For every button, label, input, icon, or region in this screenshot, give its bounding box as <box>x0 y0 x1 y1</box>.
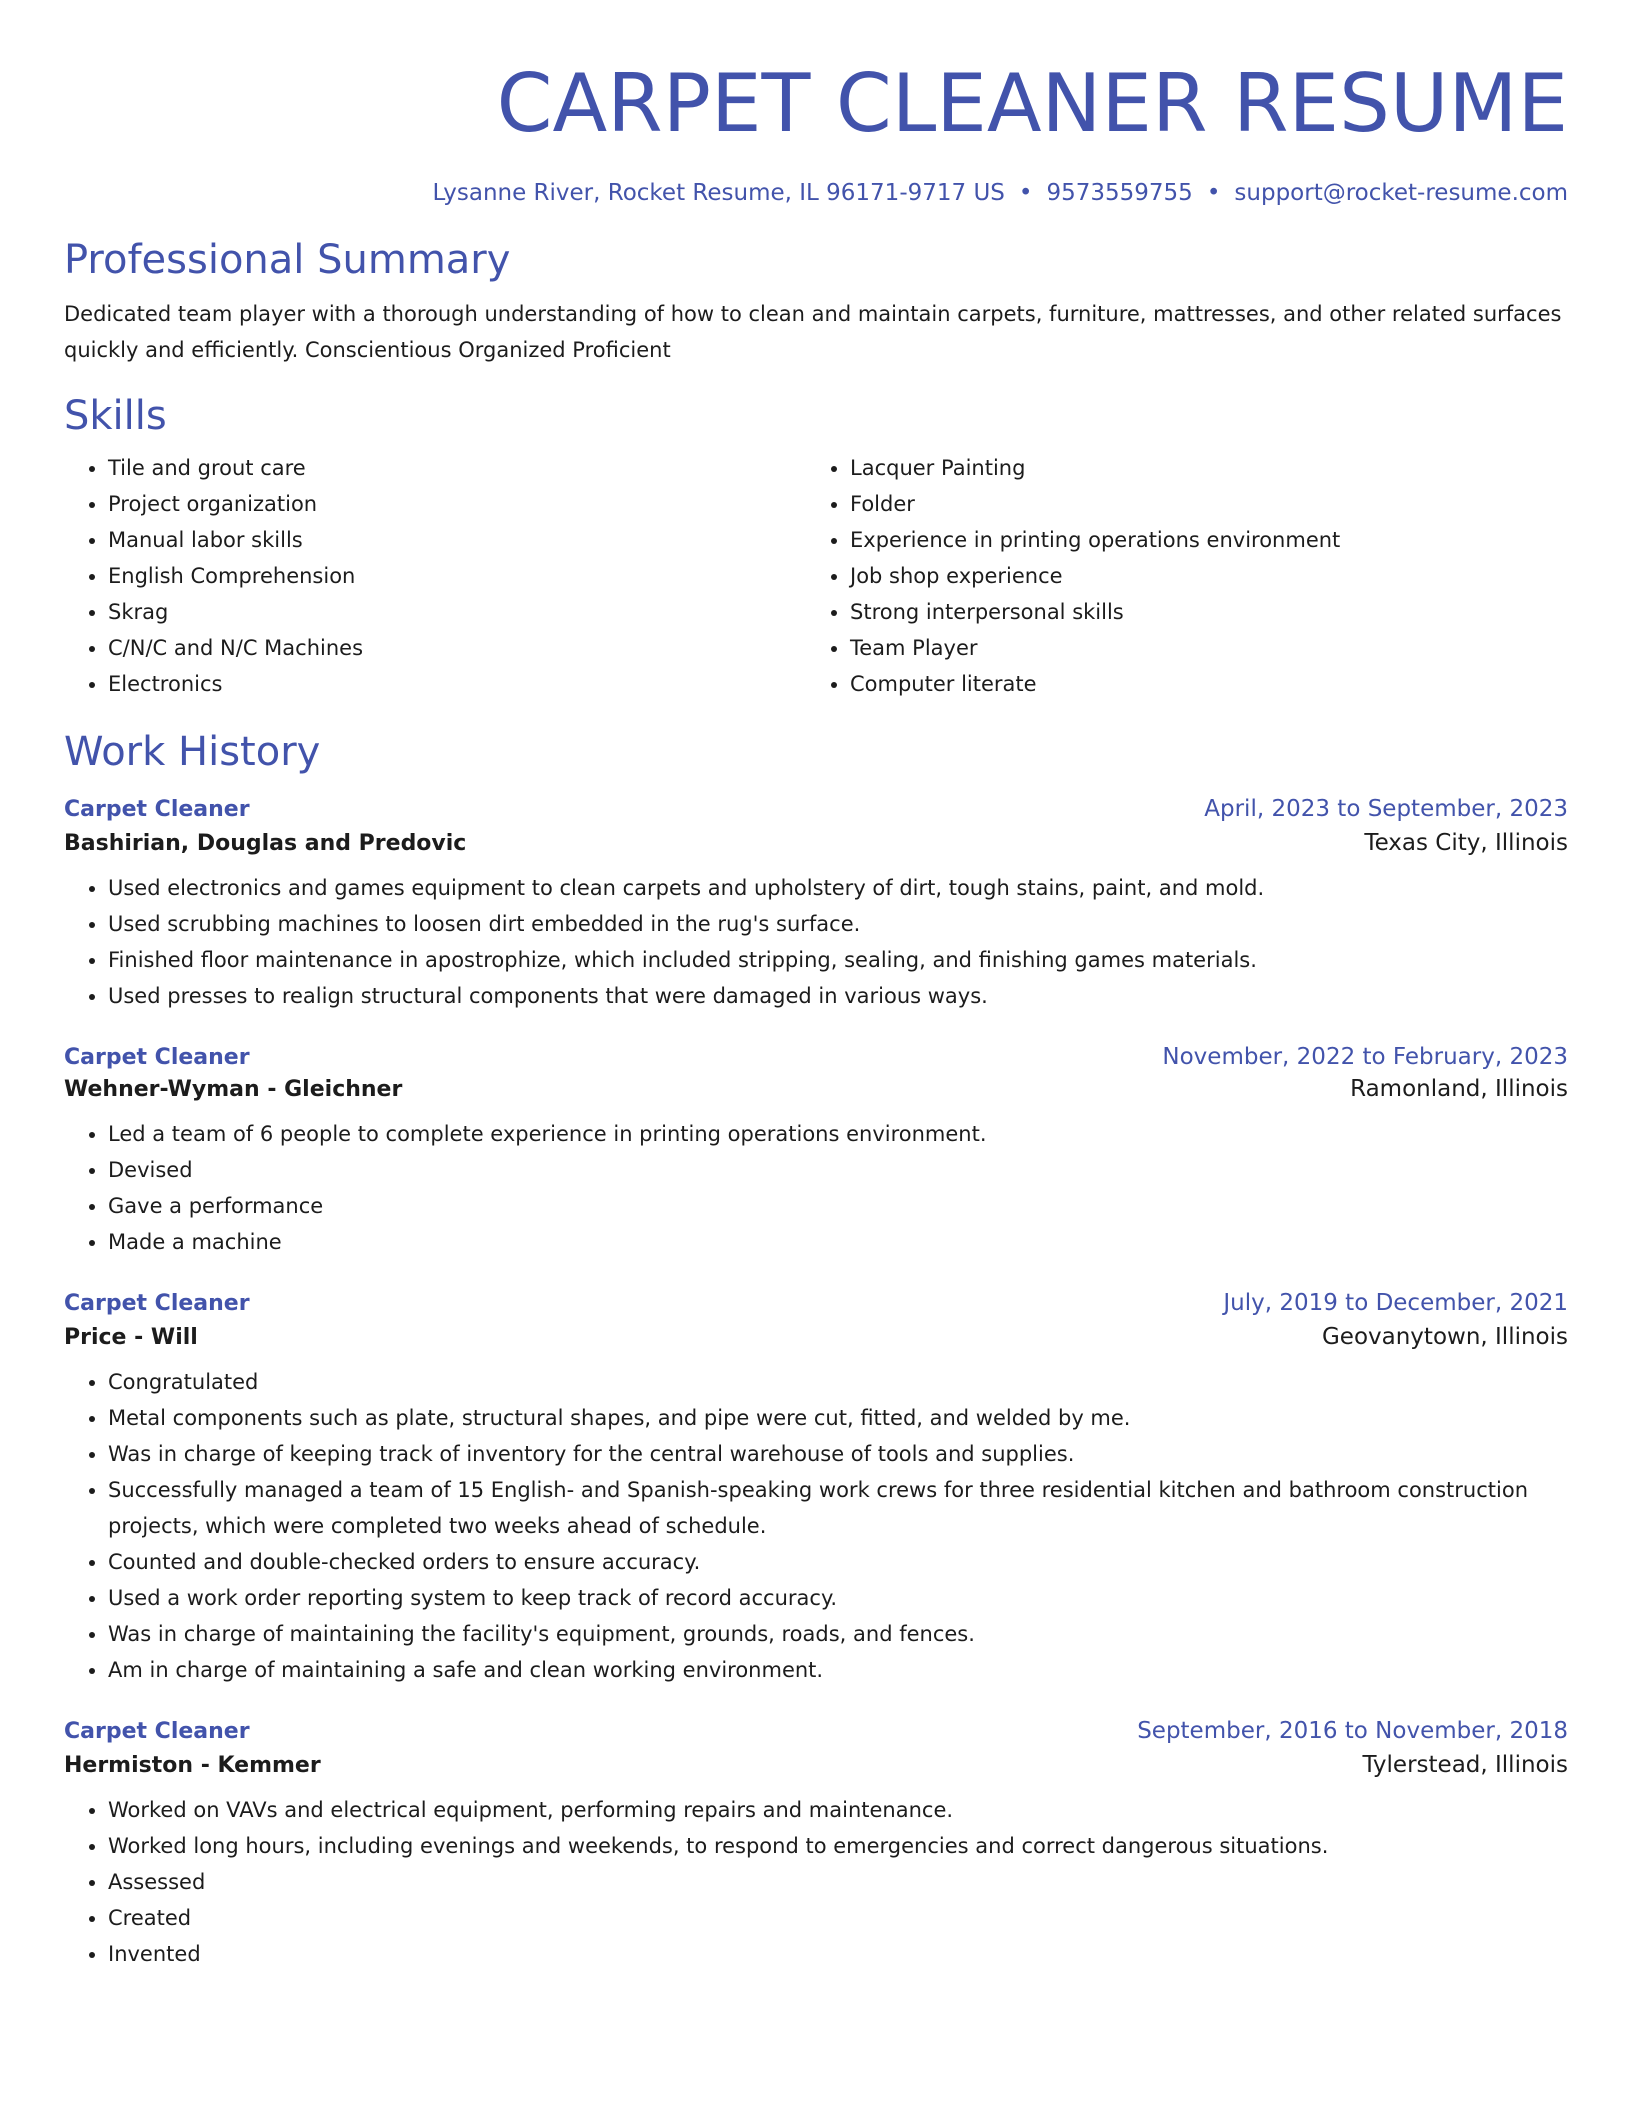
job-location: Geovanytown, Illinois <box>1321 1324 1568 1350</box>
job-bullet: • Finished floor maintenance in apostrophize, which included stripping, sealing, and finishing games materials. <box>108 942 1568 978</box>
job-employer-row <box>64 1752 1568 1778</box>
skill-item: • Electronics <box>108 666 806 702</box>
skill-item: • Manual labor skills <box>108 522 806 558</box>
summary-heading: Professional Summary <box>64 237 511 283</box>
job-dates: November, 2022 to February, 2023 <box>1162 1044 1568 1070</box>
job-bullets <box>64 870 1568 1014</box>
job-bullet: • Invented <box>108 1936 1568 1972</box>
job-bullet: • Devised <box>108 1152 1568 1188</box>
job-header-row <box>64 1044 1568 1070</box>
skill-item: • Job shop experience <box>850 558 1548 594</box>
job-bullet: • Am in charge of maintaining a safe and clean working environment. <box>108 1652 1568 1688</box>
skill-item: • Skrag <box>108 594 806 630</box>
job-title: Carpet Cleaner <box>64 1045 250 1070</box>
job-bullet: • Used presses to realign structural components that were damaged in various ways. <box>108 978 1568 1014</box>
job-location: Tylerstead, Illinois <box>1362 1752 1568 1778</box>
work-history-heading: Work History <box>64 729 321 775</box>
contact-phone: 9573559755 <box>1046 180 1193 206</box>
job-dates: April, 2023 to September, 2023 <box>1204 796 1568 822</box>
job-entry <box>64 1044 1568 1260</box>
job-bullet: • Counted and double-checked orders to ensure accuracy. <box>108 1544 1568 1580</box>
job-bullet: • Created <box>108 1900 1568 1936</box>
job-title: Carpet Cleaner <box>64 1291 250 1316</box>
job-entry <box>64 1718 1568 1972</box>
job-bullet: • Congratulated <box>108 1364 1568 1400</box>
resume-title: CARPET CLEANER RESUME <box>496 57 1568 150</box>
contact-separator: • <box>1018 180 1033 206</box>
job-bullet: • Assessed <box>108 1864 1568 1900</box>
job-bullet: • Worked on VAVs and electrical equipment, performing repairs and maintenance. <box>108 1792 1568 1828</box>
job-employer: Hermiston - Kemmer <box>64 1753 321 1778</box>
job-bullets <box>64 1116 1568 1260</box>
job-dates: July, 2019 to December, 2021 <box>1223 1290 1568 1316</box>
job-employer-row <box>64 830 1568 856</box>
job-bullet: • Led a team of 6 people to complete experience in printing operations environment. <box>108 1116 1568 1152</box>
job-bullet: • Used a work order reporting system to keep track of record accuracy. <box>108 1580 1568 1616</box>
job-bullet: • Was in charge of maintaining the facility's equipment, grounds, roads, and fences. <box>108 1616 1568 1652</box>
job-title: Carpet Cleaner <box>64 797 250 822</box>
job-employer: Price - Will <box>64 1325 198 1350</box>
job-bullet: • Was in charge of keeping track of inventory for the central warehouse of tools and supplies. <box>108 1436 1568 1472</box>
skill-item: • Experience in printing operations environment <box>850 522 1548 558</box>
contact-address: Lysanne River, Rocket Resume, IL 96171-9717 US <box>432 180 1005 206</box>
skill-item: • C/N/C and N/C Machines <box>108 630 806 666</box>
skills-heading: Skills <box>64 393 167 439</box>
job-location: Ramonland, Illinois <box>1350 1076 1568 1102</box>
contact-line <box>64 180 1568 206</box>
job-bullet: • Metal components such as plate, structural shapes, and pipe were cut, fitted, and welded by me. <box>108 1400 1568 1436</box>
skill-item: • Tile and grout care <box>108 450 806 486</box>
skill-item: • Project organization <box>108 486 806 522</box>
skill-item: • Team Player <box>850 630 1548 666</box>
job-location: Texas City, Illinois <box>1364 830 1568 856</box>
resume-page <box>64 0 1568 1972</box>
skills-right-list <box>806 450 1548 702</box>
job-entry <box>64 796 1568 1014</box>
skills-left-list <box>64 450 806 702</box>
job-title: Carpet Cleaner <box>64 1719 250 1744</box>
job-bullets <box>64 1364 1568 1688</box>
job-employer-row <box>64 1076 1568 1102</box>
job-entry <box>64 1290 1568 1688</box>
skill-item: • Lacquer Painting <box>850 450 1548 486</box>
job-bullet: • Used electronics and games equipment to clean carpets and upholstery of dirt, tough stains, paint, and mold. <box>108 870 1568 906</box>
job-header-row <box>64 1290 1568 1316</box>
job-header-row <box>64 796 1568 822</box>
job-bullet: • Gave a performance <box>108 1188 1568 1224</box>
skill-item: • Computer literate <box>850 666 1548 702</box>
skill-item: • Folder <box>850 486 1548 522</box>
skill-item: • Strong interpersonal skills <box>850 594 1548 630</box>
job-employer-row <box>64 1324 1568 1350</box>
job-bullet: • Made a machine <box>108 1224 1568 1260</box>
skills-columns <box>64 450 1568 702</box>
job-header-row <box>64 1718 1568 1744</box>
job-bullets <box>64 1792 1568 1972</box>
job-bullet: • Used scrubbing machines to loosen dirt embedded in the rug's surface. <box>108 906 1568 942</box>
job-bullet: • Worked long hours, including evenings and weekends, to respond to emergencies and correct dangerous situations. <box>108 1828 1568 1864</box>
contact-separator: • <box>1206 180 1221 206</box>
summary-text: Dedicated team player with a thorough understanding of how to clean and maintain carpets, furniture, mattresses, and other related surfaces quickly and efficiently. Conscientious Organized Proficient <box>64 302 1562 362</box>
contact-email: support@rocket-resume.com <box>1234 180 1568 206</box>
job-employer: Bashirian, Douglas and Predovic <box>64 831 467 856</box>
job-employer: Wehner-Wyman - Gleichner <box>64 1077 403 1102</box>
job-dates: September, 2016 to November, 2018 <box>1137 1718 1568 1744</box>
skill-item: • English Comprehension <box>108 558 806 594</box>
job-bullet: • Successfully managed a team of 15 English- and Spanish-speaking work crews for three residential kitchen and bathroom construction projects, which were completed two weeks ahead of schedule. <box>108 1472 1568 1544</box>
